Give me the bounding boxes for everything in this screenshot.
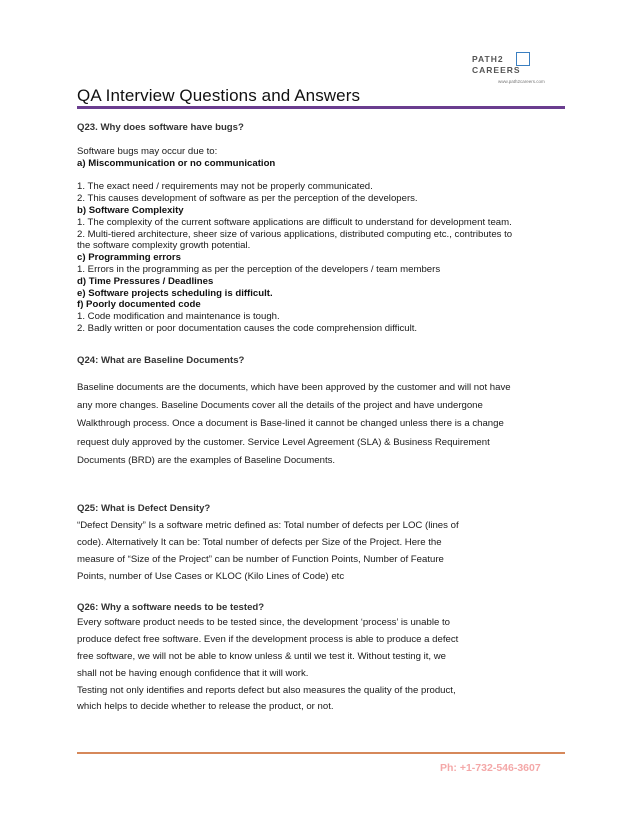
logo-website: www.path2careers.com: [498, 79, 545, 84]
q23-d-heading-text: d) Time Pressures / Deadlines: [77, 275, 214, 287]
q26-line-2: produce defect free software. Even if the development process is able to produce a defect: [77, 634, 459, 646]
q23-a-heading: [77, 158, 567, 170]
q26-line-4: shall not be having enough confidence that it will work.: [77, 667, 309, 679]
title-divider: [77, 106, 565, 109]
q25-line-3: measure of “Size of the Project” can be number of Function Points, Number of Feature: [77, 553, 444, 565]
path2careers-logo: [472, 52, 564, 90]
q23-f-heading: [77, 299, 567, 311]
q23-a1: 1. The exact need / requirements may not be properly communicated.: [77, 181, 373, 193]
q25-line-1: “Defect Density” Is a software metric defined as: Total number of defects per LOC (lines of: [77, 520, 459, 532]
q23-f2: 2. Badly written or poor documentation causes the code comprehension difficult.: [77, 322, 418, 334]
q26-line-1: Every software product needs to be tested since, the development ‘process’ is unable to: [77, 617, 450, 629]
document-body: [77, 122, 567, 716]
q23-b-heading-text: b) Software Complexity: [77, 204, 184, 216]
q23-section: [77, 122, 567, 335]
q24-section: [77, 355, 567, 471]
q23-b2b: the software complexity growth potential.: [77, 240, 251, 252]
q26-question: Q26: Why a software needs to be tested?: [77, 601, 265, 613]
q25-question: Q25: What is Defect Density?: [77, 502, 211, 514]
q23-intro: Software bugs may occur due to:: [77, 145, 218, 157]
q23-a2: 2. This causes development of software as per the perception of the developers.: [77, 193, 418, 205]
q25-line-2: code). Alternatively It can be: Total number of defects per Size of the Project. Here the: [77, 537, 442, 549]
q23-d-heading: [77, 276, 567, 288]
q23-e-heading-text: e) Software projects scheduling is difficult.: [77, 287, 273, 299]
q24-line-3: Walkthrough process. Once a document is Base-lined it cannot be changed unless there is a change: [77, 418, 504, 430]
q24-line-4: request duly approved by the customer. Service Level Agreement (SLA) & Business Requirement: [77, 436, 490, 448]
q23-c-heading: [77, 252, 567, 264]
footer-phone: Ph: +1-732-546-3607: [440, 762, 541, 774]
q24-line-2: any more changes. Baseline Documents cover all the details of the project and have undergone: [77, 399, 483, 411]
q25-line-4: Points, number of Use Cases or KLOC (Kilo Lines of Code) etc: [77, 570, 345, 582]
q26-line-6: which helps to decide whether to release the product, or not.: [77, 701, 334, 713]
q23-a-heading-text: a) Miscommunication or no communication: [77, 157, 276, 169]
q23-f-heading-text: f) Poorly documented code: [77, 299, 201, 311]
q23-c-heading-text: c) Programming errors: [77, 252, 181, 264]
logo-line-1: PATH2: [472, 54, 504, 64]
logo-line-2: CAREERS: [472, 65, 521, 75]
q24-line-5: Documents (BRD) are the examples of Baseline Documents.: [77, 455, 336, 467]
document-title: QA Interview Questions and Answers: [77, 86, 361, 105]
q23-b-heading: [77, 205, 567, 217]
q23-c1: 1. Errors in the programming as per the perception of the developers / team members: [77, 263, 441, 275]
footer-divider: [77, 752, 565, 754]
q23-b2a: 2. Multi-tiered architecture, sheer size of various applications, distributed computing etc., contributes to: [77, 228, 513, 240]
q23-f1: 1. Code modification and maintenance is tough.: [77, 311, 280, 323]
q23-b1: 1. The complexity of the current software applications are difficult to understand for development team.: [77, 216, 512, 228]
q25-section: [77, 503, 567, 586]
q24-line-1: Baseline documents are the documents, which have been approved by the customer and will not have: [77, 381, 511, 393]
q24-question: Q24: What are Baseline Documents?: [77, 354, 245, 366]
q23-e-heading: [77, 288, 567, 300]
q26-line-5: Testing not only identifies and reports defect but also measures the quality of the product,: [77, 684, 456, 696]
q23-question: Q23. Why does software have bugs?: [77, 122, 244, 133]
q26-line-3: free software, we will not be able to know unless & until we test it. Without testing it, we: [77, 650, 446, 662]
logo-box-shape: [516, 52, 530, 66]
q26-section: [77, 602, 567, 717]
